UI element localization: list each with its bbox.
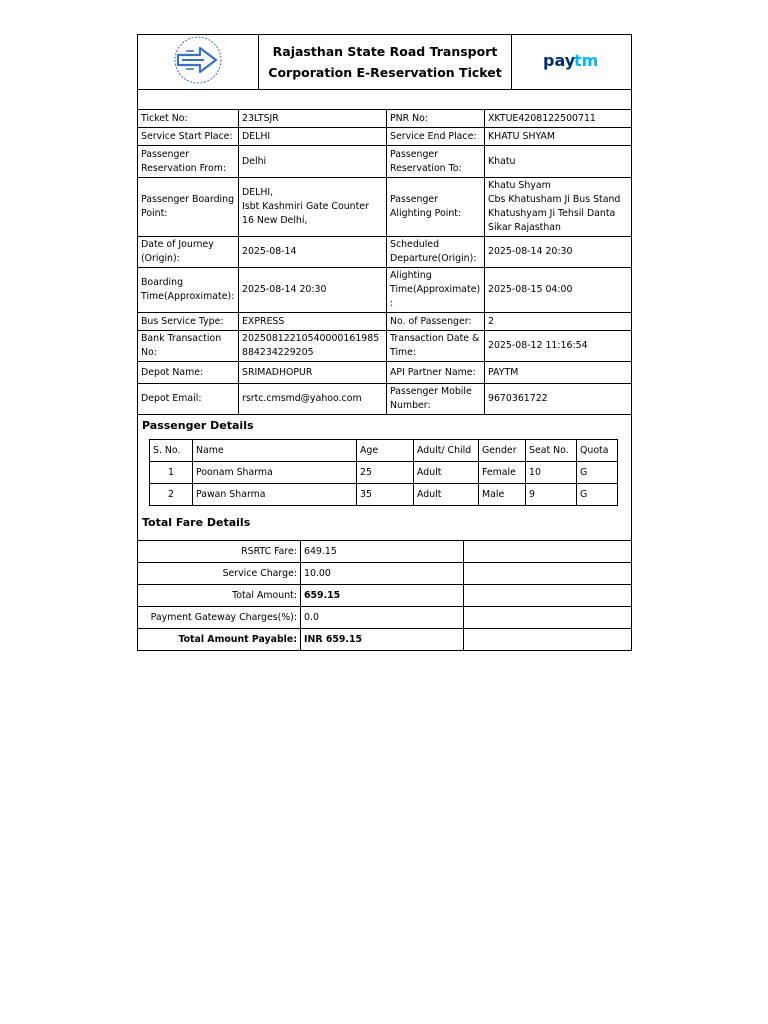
passenger-row bbox=[150, 462, 618, 484]
col-header-seat: Seat No. bbox=[526, 440, 577, 462]
info-value: 23LTSJR bbox=[239, 110, 387, 128]
info-value: 2025-08-12 11:16:54 bbox=[485, 331, 632, 362]
info-value: 2025-08-14 20:30 bbox=[239, 268, 387, 313]
info-value: DELHI bbox=[239, 128, 387, 146]
fare-value: 659.15 bbox=[301, 585, 464, 607]
fare-empty-cell bbox=[464, 541, 632, 563]
passenger-gender: Female bbox=[479, 462, 526, 484]
info-label: Service Start Place: bbox=[138, 128, 239, 146]
info-row bbox=[138, 384, 632, 415]
ticket-header bbox=[137, 34, 632, 90]
passenger-name: Poonam Sharma bbox=[193, 462, 357, 484]
info-label: Transaction Date & Time: bbox=[387, 331, 485, 362]
info-value: 2 bbox=[485, 313, 632, 331]
fare-row bbox=[138, 563, 632, 585]
passenger-seat: 10 bbox=[526, 462, 577, 484]
col-header-gender: Gender bbox=[479, 440, 526, 462]
fare-label: RSRTC Fare: bbox=[138, 541, 301, 563]
info-value: KHATU SHYAM bbox=[485, 128, 632, 146]
info-label: Passenger Reservation From: bbox=[138, 146, 239, 178]
info-label: PNR No: bbox=[387, 110, 485, 128]
info-row bbox=[138, 146, 632, 178]
ticket-title bbox=[259, 35, 512, 90]
col-header-adult-child: Adult/ Child bbox=[414, 440, 479, 462]
fare-value: 10.00 bbox=[301, 563, 464, 585]
col-header-age: Age bbox=[357, 440, 414, 462]
fare-empty-cell bbox=[464, 629, 632, 651]
header-gap bbox=[137, 90, 632, 110]
paytm-logo-cell bbox=[512, 35, 632, 90]
info-label: Depot Email: bbox=[138, 384, 239, 415]
title-line-1: Rajasthan State Road Transport bbox=[272, 44, 498, 59]
passenger-header-row bbox=[150, 440, 618, 462]
fare-label: Total Amount: bbox=[138, 585, 301, 607]
info-label: Passenger Alighting Point: bbox=[387, 178, 485, 237]
info-label: Bank Transaction No: bbox=[138, 331, 239, 362]
svg-text:pay: pay bbox=[542, 51, 575, 70]
info-value: SRIMADHOPUR bbox=[239, 362, 387, 384]
passenger-quota: G bbox=[577, 462, 618, 484]
passenger-row bbox=[150, 484, 618, 506]
info-value: rsrtc.cmsmd@yahoo.com bbox=[239, 384, 387, 415]
fare-row bbox=[138, 541, 632, 563]
passenger-age: 25 bbox=[357, 462, 414, 484]
passenger-seat: 9 bbox=[526, 484, 577, 506]
info-label: Boarding Time(Approximate): bbox=[138, 268, 239, 313]
info-row bbox=[138, 268, 632, 313]
info-label: No. of Passenger: bbox=[387, 313, 485, 331]
passenger-sno: 2 bbox=[150, 484, 193, 506]
info-value: PAYTM bbox=[485, 362, 632, 384]
title-line-2: Corporation E-Reservation Ticket bbox=[268, 65, 502, 80]
info-row bbox=[138, 178, 632, 237]
info-label: API Partner Name: bbox=[387, 362, 485, 384]
info-label: Passenger Reservation To: bbox=[387, 146, 485, 178]
ticket bbox=[137, 34, 632, 651]
info-value: 9670361722 bbox=[485, 384, 632, 415]
info-row bbox=[138, 110, 632, 128]
passenger-age: 35 bbox=[357, 484, 414, 506]
fare-empty-cell bbox=[464, 563, 632, 585]
info-label: Passenger Boarding Point: bbox=[138, 178, 239, 237]
info-row bbox=[138, 237, 632, 268]
info-value: Delhi bbox=[239, 146, 387, 178]
passenger-sno: 1 bbox=[150, 462, 193, 484]
col-header-sno: S. No. bbox=[150, 440, 193, 462]
passenger-section bbox=[137, 415, 632, 540]
info-label: Date of Journey (Origin): bbox=[138, 237, 239, 268]
fare-label: Total Amount Payable: bbox=[138, 629, 301, 651]
paytm-logo-icon bbox=[540, 48, 604, 72]
ticket-info-table bbox=[137, 109, 632, 415]
info-label: Bus Service Type: bbox=[138, 313, 239, 331]
col-header-quota: Quota bbox=[577, 440, 618, 462]
info-row bbox=[138, 313, 632, 331]
passenger-type: Adult bbox=[414, 484, 479, 506]
fare-row bbox=[138, 585, 632, 607]
col-header-name: Name bbox=[193, 440, 357, 462]
fare-empty-cell bbox=[464, 585, 632, 607]
info-value: 20250812210540000161985884234229205 bbox=[239, 331, 387, 362]
info-label: Scheduled Departure(Origin): bbox=[387, 237, 485, 268]
info-value: 2025-08-14 bbox=[239, 237, 387, 268]
info-value: 2025-08-14 20:30 bbox=[485, 237, 632, 268]
info-value: XKTUE4208122500711 bbox=[485, 110, 632, 128]
info-label: Depot Name: bbox=[138, 362, 239, 384]
passenger-type: Adult bbox=[414, 462, 479, 484]
passenger-quota: G bbox=[577, 484, 618, 506]
info-label: Passenger Mobile Number: bbox=[387, 384, 485, 415]
fare-row bbox=[138, 607, 632, 629]
info-value: Khatu bbox=[485, 146, 632, 178]
info-value: 2025-08-15 04:00 bbox=[485, 268, 632, 313]
info-row bbox=[138, 331, 632, 362]
passenger-details-title: Passenger Details bbox=[142, 419, 254, 432]
fare-label: Service Charge: bbox=[138, 563, 301, 585]
info-label: Service End Place: bbox=[387, 128, 485, 146]
rsrtc-logo-icon bbox=[166, 35, 230, 85]
passenger-gender: Male bbox=[479, 484, 526, 506]
fare-label: Payment Gateway Charges(%): bbox=[138, 607, 301, 629]
fare-value: INR 659.15 bbox=[301, 629, 464, 651]
passenger-name: Pawan Sharma bbox=[193, 484, 357, 506]
info-label: Alighting Time(Approximate) : bbox=[387, 268, 485, 313]
svg-text:tm: tm bbox=[573, 51, 598, 70]
fare-details-title: Total Fare Details bbox=[142, 516, 251, 529]
info-row bbox=[138, 362, 632, 384]
fare-table bbox=[137, 540, 632, 651]
info-value: DELHI, Isbt Kashmiri Gate Counter 16 New Delhi, bbox=[239, 178, 387, 237]
fare-row bbox=[138, 629, 632, 651]
rsrtc-logo-cell bbox=[138, 35, 259, 90]
fare-empty-cell bbox=[464, 607, 632, 629]
info-value: EXPRESS bbox=[239, 313, 387, 331]
info-value: Khatu Shyam Cbs Khatusham Ji Bus Stand Khatushyam Ji Tehsil Danta Sikar Rajasthan bbox=[485, 178, 632, 237]
info-label: Ticket No: bbox=[138, 110, 239, 128]
fare-value: 0.0 bbox=[301, 607, 464, 629]
passenger-table bbox=[149, 439, 618, 506]
fare-value: 649.15 bbox=[301, 541, 464, 563]
info-row bbox=[138, 128, 632, 146]
